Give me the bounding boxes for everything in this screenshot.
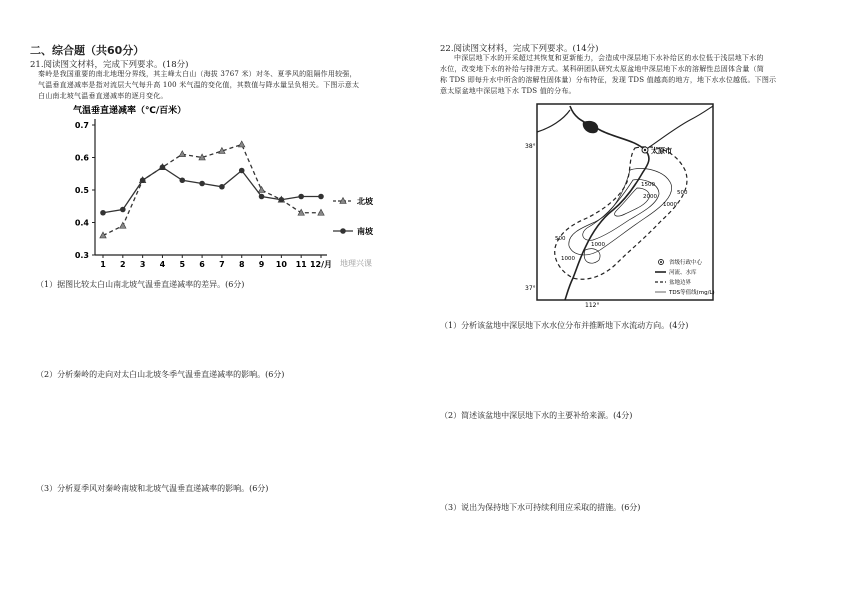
lat-label-bottom: 37°: [525, 285, 536, 292]
series-line-south: [103, 167, 321, 213]
contour-label: 500: [677, 190, 688, 196]
x-tick-label: 11: [295, 260, 307, 269]
contour-label: 1000: [663, 202, 677, 208]
q22-heading: 22.阅读图文材料，完成下列要求。(14分): [440, 44, 599, 54]
x-tick-label: 9: [258, 260, 265, 269]
y-tick-label: 0.5: [74, 186, 89, 195]
north-slope-point: [239, 141, 245, 147]
q22-sub1: （1）分析该盆地中深层地下水水位分布并推断地下水流动方向。(4分): [440, 321, 689, 330]
q21-heading: 21.阅读图文材料，完成下列要求。(18分): [30, 60, 189, 70]
lon-label: 112°: [585, 302, 600, 309]
legend-capital-dot: [660, 261, 662, 263]
legend-label: 北坡: [357, 197, 373, 206]
x-tick-label: 12/月: [309, 260, 333, 269]
legend-circle-icon: [340, 228, 346, 234]
contour-label: 1000: [561, 256, 575, 262]
x-tick-label: 6: [199, 260, 205, 269]
south-slope-point: [179, 177, 185, 183]
y-tick-label: 0.4: [74, 218, 89, 228]
contour-label: 500: [555, 236, 566, 242]
q21-paragraph: [38, 69, 433, 102]
south-slope-point: [259, 194, 265, 200]
north-slope-point: [258, 187, 264, 193]
q22-line-3: 称 TDS 即每升水中所含的溶解性固体量）分布特征，发现 TDS 值越高的地方，地下水水位越低。下图示: [440, 76, 777, 84]
x-tick-label: 3: [139, 260, 146, 269]
south-slope-point: [100, 210, 106, 216]
q21-sub3: （3）分析夏季风对秦岭南坡和北坡气温垂直递减率的影响。(6分): [36, 484, 269, 493]
x-tick-label: 8: [238, 260, 245, 269]
q21-sub1: （1）据图比较太白山南北坡气温垂直递减率的差异。(6分): [36, 280, 245, 289]
q22-line-1: 中深层地下水的开采超过其恢复和更新能力，会造成中深层地下水补给区的水位低于浅层地下水的: [454, 54, 764, 62]
x-tick-label: 7: [219, 260, 225, 269]
q22-line-2: 水位，改变地下水的补给与排泄方式。某科研团队研究太原盆地中深层地下水的溶解性总固体含量（简: [440, 65, 764, 73]
legend-capital-label: 省级行政中心: [669, 260, 703, 266]
y-tick-label: 0.7: [74, 121, 89, 130]
lapse-rate-chart: [65, 103, 375, 273]
legend-river-label: 河流、水库: [669, 270, 697, 276]
north-slope-point: [179, 151, 185, 157]
south-slope-point: [120, 207, 126, 213]
south-slope-point: [160, 164, 166, 170]
y-tick-label: 0.3: [74, 251, 89, 260]
south-slope-point: [219, 184, 225, 190]
south-slope-point: [279, 197, 285, 203]
y-tick-label: 0.6: [74, 153, 89, 163]
q21-sub2: （2）分析秦岭的走向对太白山北坡冬季气温垂直递减率的影响。(6分): [36, 370, 285, 379]
x-tick-label: 2: [120, 260, 126, 269]
lat-label-top: 38°: [525, 143, 536, 150]
south-slope-point: [140, 177, 146, 183]
q22-sub3: （3）说出为保持地下水可持续利用应采取的措施。(6分): [440, 503, 641, 512]
x-tick-label: 4: [159, 260, 166, 269]
south-slope-point: [298, 194, 304, 200]
contour-label: 2000: [643, 194, 657, 200]
city-label: 太原市: [651, 147, 672, 155]
watermark: 地理兴课: [340, 259, 372, 268]
q22-sub2: （2）简述该盆地中深层地下水的主要补给来源。(4分): [440, 411, 633, 420]
q21-line-2: 气温垂直递减率是指对流层大气每升高 100 米气温的变化值，其数值与降水量呈负相关。下图示意太: [38, 81, 360, 89]
capital-dot: [644, 149, 646, 151]
taiyuan-basin-map: [525, 100, 715, 309]
north-slope-point: [120, 222, 126, 228]
legend-boundary-label: 盆地边界: [669, 280, 692, 286]
south-slope-point: [239, 168, 245, 174]
x-tick-label: 5: [179, 260, 186, 269]
q21-line-1: 秦岭是我国重要的南北地理分界线，其主峰太白山（海拔 3767 米）对冬、夏季风的阻隔作用较强，: [38, 70, 357, 78]
legend-contour-label: TDS等值线(mg/L): [669, 290, 715, 296]
q21-line-3: 白山南北坡气温垂直递减率的逐月变化。: [38, 92, 168, 100]
section-title: 二、综合题（共60分）: [30, 44, 145, 57]
x-tick-label: 1: [100, 260, 106, 269]
north-slope-point: [318, 209, 324, 215]
q22-line-4: 意太原盆地中深层地下水 TDS 值的分布。: [440, 87, 576, 95]
legend-label: 南坡: [357, 227, 373, 236]
contour-label: 1000: [591, 242, 605, 248]
q22-paragraph: [440, 53, 835, 97]
south-slope-point: [318, 194, 324, 200]
south-slope-point: [199, 181, 205, 187]
contour-label: 1500: [641, 182, 655, 188]
chart-title: 气温垂直递减率（℃/百米）: [73, 106, 187, 116]
north-slope-point: [298, 209, 304, 215]
x-tick-label: 10: [275, 260, 287, 269]
